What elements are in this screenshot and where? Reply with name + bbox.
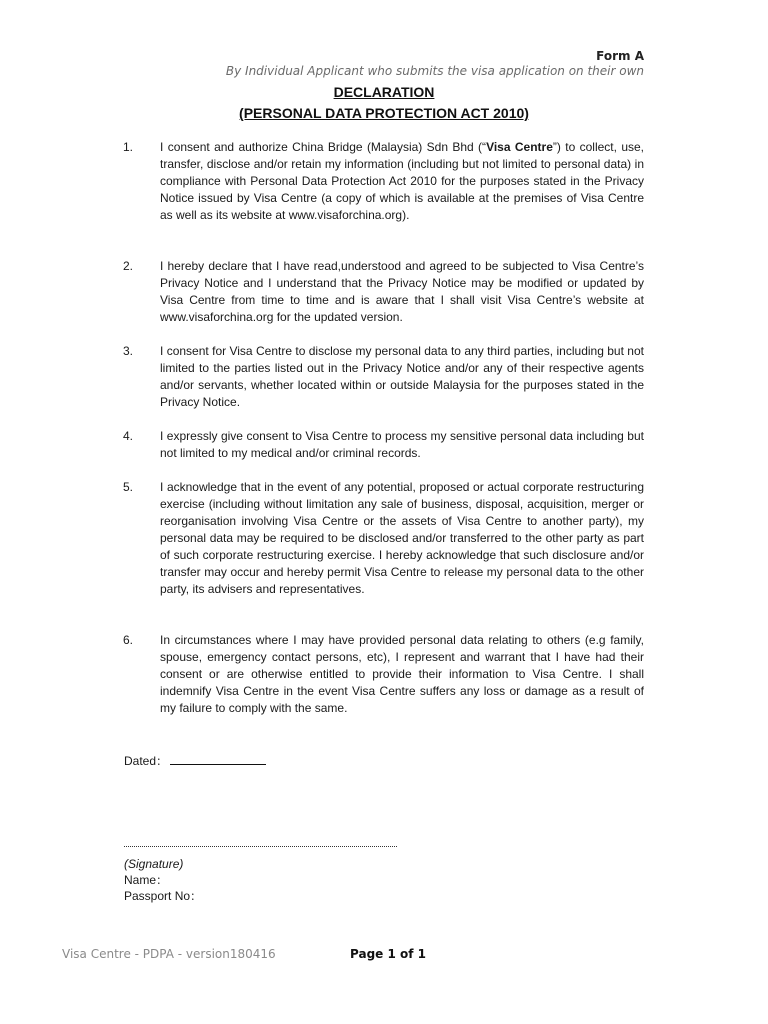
footer-version: Visa Centre - PDPA - version180416 <box>62 947 276 961</box>
form-subtitle: By Individual Applicant who submits the visa application on their own <box>225 64 644 78</box>
item-text: In circumstances where I may have provided personal data relating to others (e.g family, spouse, emergency contact persons, etc), I represent and warrant that I have had their consent or are otherwise entitled to provide their information to Visa Centre. I shall indemnify Visa Centre in the event Visa Centre suffers any loss or damage as a result of my failure to comply with the same. <box>160 633 644 715</box>
item-text-part: I consent and authorize China Bridge (Malaysia) Sdn Bhd (“ <box>160 140 487 154</box>
item-text: I expressly give consent to Visa Centre to process my sensitive personal data including but not limited to my medical and/or criminal records. <box>160 429 644 460</box>
item-number: 3. <box>123 344 134 358</box>
form-label: Form A <box>596 49 644 63</box>
item-number: 2. <box>123 259 134 273</box>
signature-dotted-line <box>124 845 397 847</box>
item-number: 5. <box>123 480 134 494</box>
item-text <box>160 139 644 224</box>
item-text: I acknowledge that in the event of any potential, proposed or actual corporate restructuring exercise (including without limitation any sale of business, disposal, acquisition, merger or reorganisation involving Visa Centre or the assets of Visa Centre to another party), my personal data may be required to be disclosed and/or transferred to the other party as part of such corporate restructuring exercise. I hereby acknowledge that such disclosure and/or transfer may occur and hereby permit Visa Centre to release my personal data to the other party, its advisers and representatives. <box>160 480 644 596</box>
declaration-item-4 <box>123 428 644 462</box>
declaration-item-3 <box>123 343 644 411</box>
declaration-item-5 <box>123 479 644 598</box>
item-number: 1. <box>123 140 134 154</box>
visa-centre-defined-term: Visa Centre <box>486 140 553 154</box>
document-title: DECLARATION <box>333 84 435 100</box>
page-number: Page 1 of 1 <box>350 947 426 961</box>
item-number: 6. <box>123 633 134 647</box>
signature-label: (Signature) <box>124 857 184 871</box>
act-title: (PERSONAL DATA PROTECTION ACT 2010) <box>239 105 529 121</box>
declaration-item-6 <box>123 632 644 717</box>
declaration-item-1 <box>123 139 644 224</box>
dated-label: Dated： <box>124 754 169 768</box>
name-label: Name： <box>124 873 169 887</box>
item-text: I consent for Visa Centre to disclose my personal data to any third parties, including but not limited to the parties listed out in the Privacy Notice and/or any of their respective agents and/or servants, whether located within or outside Malaysia for the purposes stated in the Privacy Notice. <box>160 344 644 409</box>
item-number: 4. <box>123 429 134 443</box>
passport-label: Passport No： <box>124 889 203 903</box>
dated-blank-line <box>170 754 266 765</box>
item-text: I hereby declare that I have read,understood and agreed to be subjected to Visa Centre’s Privacy Notice and I understand that the Privacy Notice may be modified or updated by Visa Centre from time to time and is aware that I shall visit Visa Centre’s website at www.visaforchina.org for the updated version. <box>160 259 644 324</box>
declaration-item-2 <box>123 258 644 326</box>
dated-field <box>124 753 266 769</box>
item-text-part: ”) to collect, use, transfer, disclose and/or retain my information (including but not limited to personal data) in compliance with Personal Data Protection Act 2010 for the purposes stated in the Privacy Notice issued by Visa Centre (a copy of which is available at the premises of Visa Centre as well as its website at www.visaforchina.org). <box>160 140 645 222</box>
